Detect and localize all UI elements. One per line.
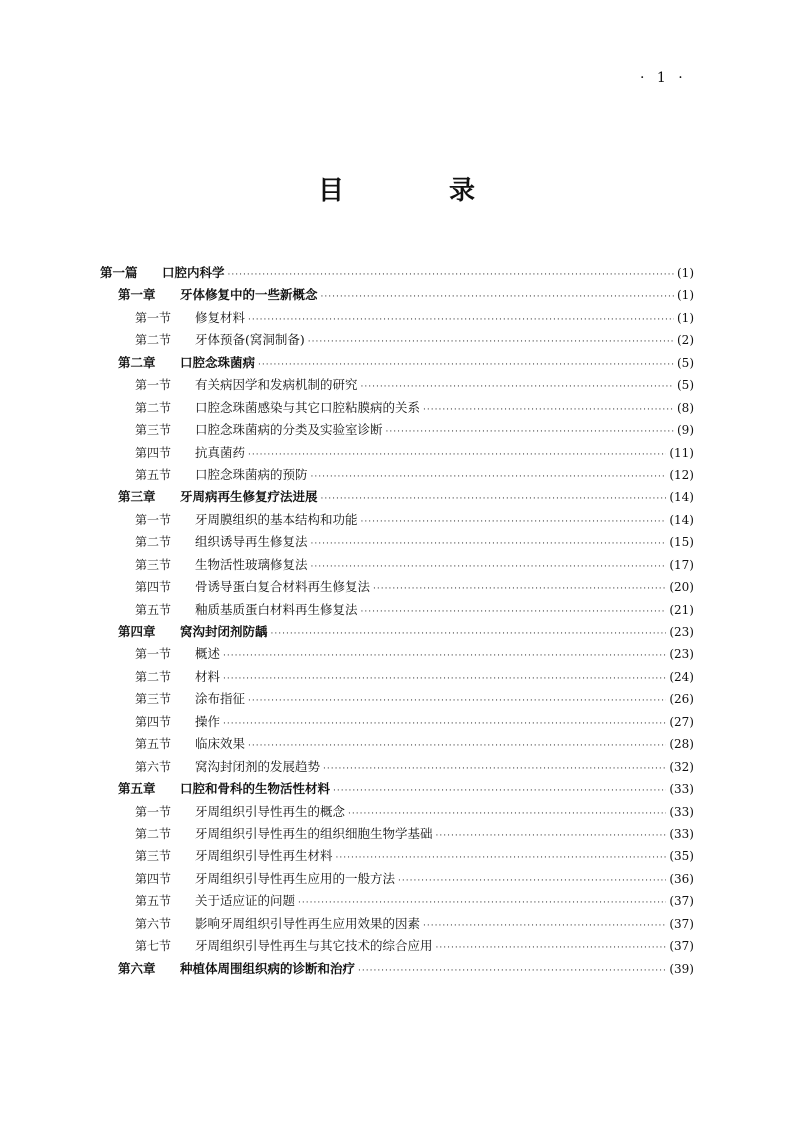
- entry-title: 牙周组织引导性再生材料: [195, 848, 333, 864]
- entry-title: 修复材料: [195, 309, 246, 325]
- entry-title: 生物活性玻璃修复法: [195, 556, 308, 572]
- entry-page: (15): [669, 535, 694, 550]
- dot-leader: [358, 966, 666, 976]
- toc-entry-section[interactable]: [100, 824, 694, 846]
- entry-page: (37): [669, 894, 694, 909]
- dot-leader: [436, 943, 667, 953]
- toc-entry-part[interactable]: [100, 263, 694, 285]
- entry-number: 第三章: [118, 489, 156, 505]
- toc-entry-section[interactable]: [100, 420, 694, 442]
- dot-leader: [321, 494, 667, 504]
- entry-number: 第五节: [135, 467, 172, 482]
- entry-number: 第三节: [135, 692, 172, 707]
- entry-page: (28): [669, 737, 694, 752]
- entry-number: 第三节: [135, 557, 172, 572]
- toc-entry-section[interactable]: [100, 577, 694, 599]
- entry-number: 第六节: [135, 759, 172, 774]
- toc-entry-section[interactable]: [100, 644, 694, 666]
- toc-entry-chapter[interactable]: [100, 353, 694, 375]
- entry-title: 影响牙周组织引导性再生应用效果的因素: [195, 915, 421, 931]
- toc-entry-section[interactable]: [100, 555, 694, 577]
- dot-leader: [373, 584, 666, 594]
- entry-page: (26): [669, 692, 694, 707]
- entry-title: 临床效果: [195, 736, 246, 752]
- toc-entry-section[interactable]: [100, 914, 694, 936]
- entry-page: (27): [669, 714, 694, 729]
- entry-page: (39): [669, 961, 694, 976]
- dot-leader: [223, 651, 666, 661]
- toc-entry-section[interactable]: [100, 846, 694, 868]
- page-title: 目 录: [317, 176, 524, 206]
- entry-number: 第七节: [135, 939, 172, 954]
- dot-leader: [311, 562, 667, 572]
- dot-leader: [361, 517, 667, 527]
- entry-title: 涂布指征: [195, 691, 246, 707]
- entry-number: 第二节: [135, 400, 172, 415]
- entry-page: (23): [669, 647, 694, 662]
- entry-title: 牙周组织引导性再生与其它技术的综合应用: [195, 938, 433, 954]
- entry-title: 口腔和骨科的生物活性材料: [180, 781, 331, 797]
- toc-entry-section[interactable]: [100, 869, 694, 891]
- entry-title: 材料: [195, 668, 221, 684]
- entry-number: 第二节: [135, 826, 172, 841]
- entry-page: (21): [669, 602, 694, 617]
- entry-number: 第一章: [118, 287, 156, 303]
- dot-leader: [298, 898, 666, 908]
- entry-title: 牙体修复中的一些新概念: [180, 287, 318, 303]
- entry-page: (36): [669, 871, 694, 886]
- entry-number: 第五节: [135, 894, 172, 909]
- entry-number: 第二节: [135, 535, 172, 550]
- entry-number: 第二节: [135, 669, 172, 684]
- entry-page: (24): [669, 669, 694, 684]
- entry-number: 第四节: [135, 871, 172, 886]
- page-number: · 1 ·: [640, 70, 687, 86]
- entry-number: 第四节: [135, 445, 172, 460]
- dot-leader: [398, 876, 666, 886]
- toc-entry-section[interactable]: [100, 398, 694, 420]
- entry-page: (14): [669, 490, 694, 505]
- entry-title: 口腔内科学: [162, 265, 225, 280]
- entry-title: 操作: [195, 713, 221, 729]
- toc-entry-chapter[interactable]: [100, 779, 694, 801]
- dot-leader: [423, 405, 674, 415]
- toc-entry-chapter[interactable]: [100, 285, 694, 307]
- toc-entry-section[interactable]: [100, 667, 694, 689]
- entry-title: 釉质基质蛋白材料再生修复法: [195, 601, 358, 617]
- entry-title: 窝沟封闭剂防龋: [180, 624, 268, 639]
- entry-title: 口腔念珠菌病的预防: [195, 466, 308, 482]
- dot-leader: [348, 809, 666, 819]
- entry-title: 牙体预备(窝洞制备): [195, 332, 305, 348]
- dot-leader: [436, 831, 667, 841]
- toc-entry-section[interactable]: [100, 510, 694, 532]
- entry-number: 第一节: [135, 647, 172, 662]
- dot-leader: [223, 719, 666, 729]
- dot-leader: [223, 674, 666, 684]
- toc-entry-section[interactable]: [100, 600, 694, 622]
- toc-entry-chapter[interactable]: [100, 487, 694, 509]
- entry-number: 第四节: [135, 714, 172, 729]
- dot-leader: [248, 696, 666, 706]
- entry-page: (35): [669, 849, 694, 864]
- dot-leader: [308, 337, 674, 347]
- entry-page: (1): [677, 266, 694, 280]
- entry-page: (8): [677, 400, 694, 415]
- entry-number: 第一节: [135, 310, 172, 325]
- toc-entry-section[interactable]: [100, 532, 694, 554]
- entry-title: 概述: [195, 646, 221, 662]
- entry-page: (33): [669, 826, 694, 841]
- entry-title: 口腔念珠菌感染与其它口腔粘膜病的关系: [195, 399, 421, 415]
- entry-page: (1): [677, 310, 694, 325]
- dot-leader: [321, 292, 674, 302]
- entry-number: 第五章: [118, 781, 156, 797]
- dot-leader: [323, 764, 666, 774]
- toc-entry-section[interactable]: [100, 802, 694, 824]
- entry-title: 组织诱导再生修复法: [195, 534, 308, 550]
- entry-page: (9): [677, 423, 694, 438]
- dot-leader: [258, 360, 674, 370]
- dot-leader: [248, 741, 666, 751]
- entry-page: (20): [669, 580, 694, 595]
- toc-entry-section[interactable]: [100, 465, 694, 487]
- entry-number: 第三节: [135, 423, 172, 438]
- entry-page: (17): [669, 557, 694, 572]
- dot-leader: [333, 786, 666, 796]
- entry-page: (37): [669, 939, 694, 954]
- entry-page: (5): [677, 355, 694, 370]
- entry-number: 第一节: [135, 804, 172, 819]
- entry-title: 窝沟封闭剂的发展趋势: [195, 758, 321, 774]
- dot-leader: [423, 921, 666, 931]
- entry-page: (23): [669, 625, 694, 639]
- entry-page: (5): [677, 378, 694, 393]
- entry-number: 第三节: [135, 849, 172, 864]
- dot-leader: [361, 382, 674, 392]
- dot-leader: [248, 315, 674, 325]
- entry-title: 口腔念珠菌病: [180, 354, 256, 370]
- toc-entry-section[interactable]: [100, 375, 694, 397]
- dot-leader: [336, 853, 667, 863]
- dot-leader: [311, 472, 667, 482]
- toc-entry-section[interactable]: [100, 936, 694, 958]
- entry-number: 第六节: [135, 916, 172, 931]
- entry-page: (32): [669, 759, 694, 774]
- dot-leader: [228, 270, 674, 280]
- entry-page: (14): [669, 512, 694, 527]
- entry-title: 牙周膜组织的基本结构和功能: [195, 511, 358, 527]
- toc-entry-section[interactable]: [100, 734, 694, 756]
- entry-title: 牙周组织引导性再生的组织细胞生物学基础: [195, 825, 433, 841]
- toc-entry-section[interactable]: [100, 891, 694, 913]
- entry-page: (33): [669, 782, 694, 797]
- entry-number: 第二章: [118, 354, 156, 370]
- entry-number: 第五节: [135, 602, 172, 617]
- table-of-contents: [100, 263, 694, 981]
- toc-entry-section[interactable]: [100, 308, 694, 330]
- entry-title: 牙周组织引导性再生应用的一般方法: [195, 870, 396, 886]
- toc-entry-section[interactable]: [100, 689, 694, 711]
- toc-entry-section[interactable]: [100, 712, 694, 734]
- entry-title: 种植体周围组织病的诊断和治疗: [180, 960, 356, 976]
- entry-page: (11): [669, 445, 694, 460]
- entry-number: 第一节: [135, 378, 172, 393]
- entry-number: 第一篇: [100, 265, 138, 280]
- entry-title: 关于适应证的问题: [195, 893, 296, 909]
- entry-page: (1): [677, 288, 694, 303]
- entry-number: 第四节: [135, 580, 172, 595]
- entry-page: (12): [669, 467, 694, 482]
- toc-entry-section[interactable]: [100, 330, 694, 352]
- entry-page: (33): [669, 804, 694, 819]
- entry-number: 第六章: [118, 960, 156, 976]
- entry-number: 第五节: [135, 737, 172, 752]
- entry-number: 第二节: [135, 333, 172, 348]
- dot-leader: [386, 427, 674, 437]
- entry-title: 抗真菌药: [195, 444, 246, 460]
- dot-leader: [271, 629, 667, 639]
- dot-leader: [361, 607, 667, 617]
- entry-number: 第四章: [118, 624, 156, 639]
- entry-page: (37): [669, 916, 694, 931]
- entry-title: 有关病因学和发病机制的研究: [195, 377, 358, 393]
- entry-title: 牙周组织引导性再生的概念: [195, 803, 346, 819]
- entry-number: 第一节: [135, 512, 172, 527]
- toc-entry-chapter[interactable]: [100, 622, 694, 644]
- entry-page: (2): [677, 333, 694, 348]
- dot-leader: [311, 539, 667, 549]
- toc-entry-section[interactable]: [100, 443, 694, 465]
- entry-title: 骨诱导蛋白复合材料再生修复法: [195, 579, 371, 595]
- dot-leader: [248, 450, 666, 460]
- entry-title: 牙周病再生修复疗法进展: [180, 489, 318, 505]
- toc-entry-chapter[interactable]: [100, 959, 694, 981]
- toc-entry-section[interactable]: [100, 757, 694, 779]
- entry-title: 口腔念珠菌病的分类及实验室诊断: [195, 422, 383, 438]
